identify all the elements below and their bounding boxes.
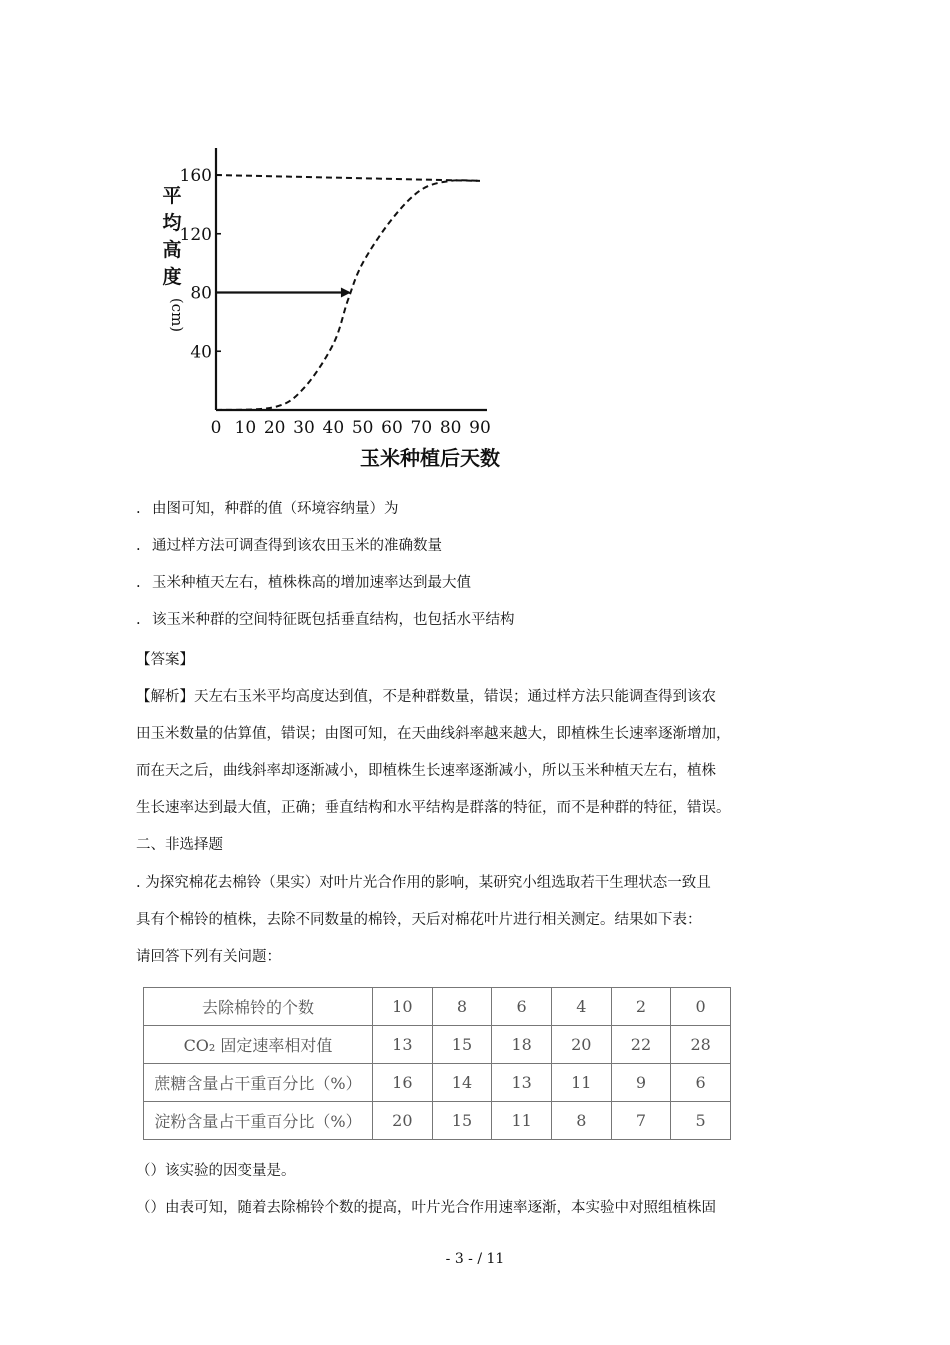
- table-row: [144, 988, 731, 1026]
- table-cell: 8: [432, 988, 492, 1026]
- table-cell: 4: [551, 988, 611, 1026]
- table-cell: 16: [373, 1064, 433, 1102]
- table-cell: 15: [432, 1102, 492, 1140]
- table-cell: 6: [492, 988, 552, 1026]
- table-row: [144, 1064, 731, 1102]
- table-cell: 7: [611, 1102, 671, 1140]
- option-text: 通过样方法可调查得到该农田玉米的准确数量: [152, 538, 442, 554]
- option-a: [136, 499, 399, 519]
- x-tick-label: 40: [322, 418, 345, 438]
- sub-question-line: （）该实验的因变量是。: [136, 1163, 296, 1179]
- y-axis-label-char: 度: [162, 266, 182, 288]
- option-d: [136, 610, 515, 630]
- x-tick-label: 50: [351, 418, 374, 438]
- table-cell: 13: [492, 1064, 552, 1102]
- analysis-line: 生长速率达到最大值，正确；垂直结构和水平结构是群落的特征，而不是种群的特征，错误。: [136, 800, 731, 816]
- x-tick-label: 30: [293, 418, 315, 438]
- table-cell: 14: [432, 1064, 492, 1102]
- question-line: 请回答下列有关问题：: [136, 949, 281, 965]
- table-cell: 20: [373, 1102, 433, 1140]
- table-cell: 9: [611, 1064, 671, 1102]
- growth-chart: [150, 140, 520, 480]
- x-tick-label: 70: [410, 418, 433, 438]
- x-tick-label: 60: [381, 418, 403, 438]
- x-tick-label: 10: [234, 418, 257, 438]
- option-b: [136, 536, 442, 556]
- table-row: [144, 1026, 731, 1064]
- table-cell: 0: [671, 988, 731, 1026]
- x-tick-label: 20: [263, 418, 286, 438]
- table-cell: 6: [671, 1064, 731, 1102]
- x-tick-label: 90: [469, 418, 491, 438]
- row-header: 蔗糖含量占干重百分比（%）: [144, 1064, 373, 1102]
- table-cell: 28: [671, 1026, 731, 1064]
- y-axis-label-char: 均: [162, 212, 182, 234]
- x-axis-label: 玉米种植后天数: [360, 446, 500, 470]
- y-axis-label-char: 平: [162, 185, 182, 207]
- y-tick-label: 160: [179, 166, 212, 186]
- table-cell: 22: [611, 1026, 671, 1064]
- row-header: CO₂ 固定速率相对值: [144, 1026, 373, 1064]
- y-tick-label: 120: [179, 224, 212, 245]
- table-cell: 15: [432, 1026, 492, 1064]
- table-row: [144, 1102, 731, 1140]
- question-line: . 为探究棉花去棉铃（果实）对叶片光合作用的影响，某研究小组选取若干生理状态一致且: [136, 875, 711, 891]
- table-cell: 8: [551, 1102, 611, 1140]
- section-title: 二、非选择题: [136, 837, 223, 853]
- table-cell: 2: [611, 988, 671, 1026]
- row-header: 去除棉铃的个数: [144, 988, 373, 1026]
- table-cell: 10: [373, 988, 433, 1026]
- option-text: 该玉米种群的空间特征既包括垂直结构，也包括水平结构: [152, 612, 515, 628]
- option-c: [136, 573, 471, 593]
- option-marker: .: [136, 612, 141, 628]
- series-line-1: [216, 180, 480, 410]
- page-number: - 3 - / 11: [445, 1251, 505, 1267]
- table-cell: 18: [492, 1026, 552, 1064]
- table-cell: 11: [551, 1064, 611, 1102]
- y-axis-unit: (cm): [168, 297, 186, 333]
- sub-question-line: （）由表可知，随着去除棉铃个数的提高，叶片光合作用速率逐渐，本实验中对照组植株固: [136, 1200, 716, 1216]
- table-cell: 11: [492, 1102, 552, 1140]
- option-marker: .: [136, 575, 141, 591]
- answer-label: 【答案】: [136, 652, 194, 668]
- option-text: 由图可知，种群的值（环境容纳量）为: [152, 501, 399, 517]
- row-header: 淀粉含量占干重百分比（%）: [144, 1102, 373, 1140]
- analysis-line: 而在天之后，曲线斜率却逐渐减小，即植株生长速率逐渐减小，所以玉米种植天左右，植株: [136, 763, 716, 779]
- analysis-line: 【解析】天左右玉米平均高度达到值，不是种群数量，错误；通过样方法只能调查得到该农: [136, 689, 716, 705]
- x-tick-label: 0: [210, 418, 222, 438]
- y-axis-label-char: 高: [162, 239, 182, 261]
- analysis-line: 田玉米数量的估算值，错误；由图可知，在天曲线斜率越来越大，即植株生长速率逐渐增加，: [136, 726, 731, 742]
- table-cell: 13: [373, 1026, 433, 1064]
- x-tick-label: 80: [439, 418, 462, 438]
- results-table: [143, 987, 731, 1140]
- question-line: 具有个棉铃的植株，去除不同数量的棉铃，天后对棉花叶片进行相关测定。结果如下表：: [136, 912, 702, 928]
- y-tick-label: 40: [190, 342, 212, 363]
- option-text: 玉米种植天左右，植株株高的增加速率达到最大值: [152, 575, 471, 591]
- y-tick-label: 80: [190, 283, 212, 304]
- table-cell: 20: [551, 1026, 611, 1064]
- series-line-2: [216, 175, 480, 181]
- option-marker: .: [136, 501, 141, 517]
- arrow-head: [341, 288, 351, 298]
- option-marker: .: [136, 538, 141, 554]
- table-cell: 5: [671, 1102, 731, 1140]
